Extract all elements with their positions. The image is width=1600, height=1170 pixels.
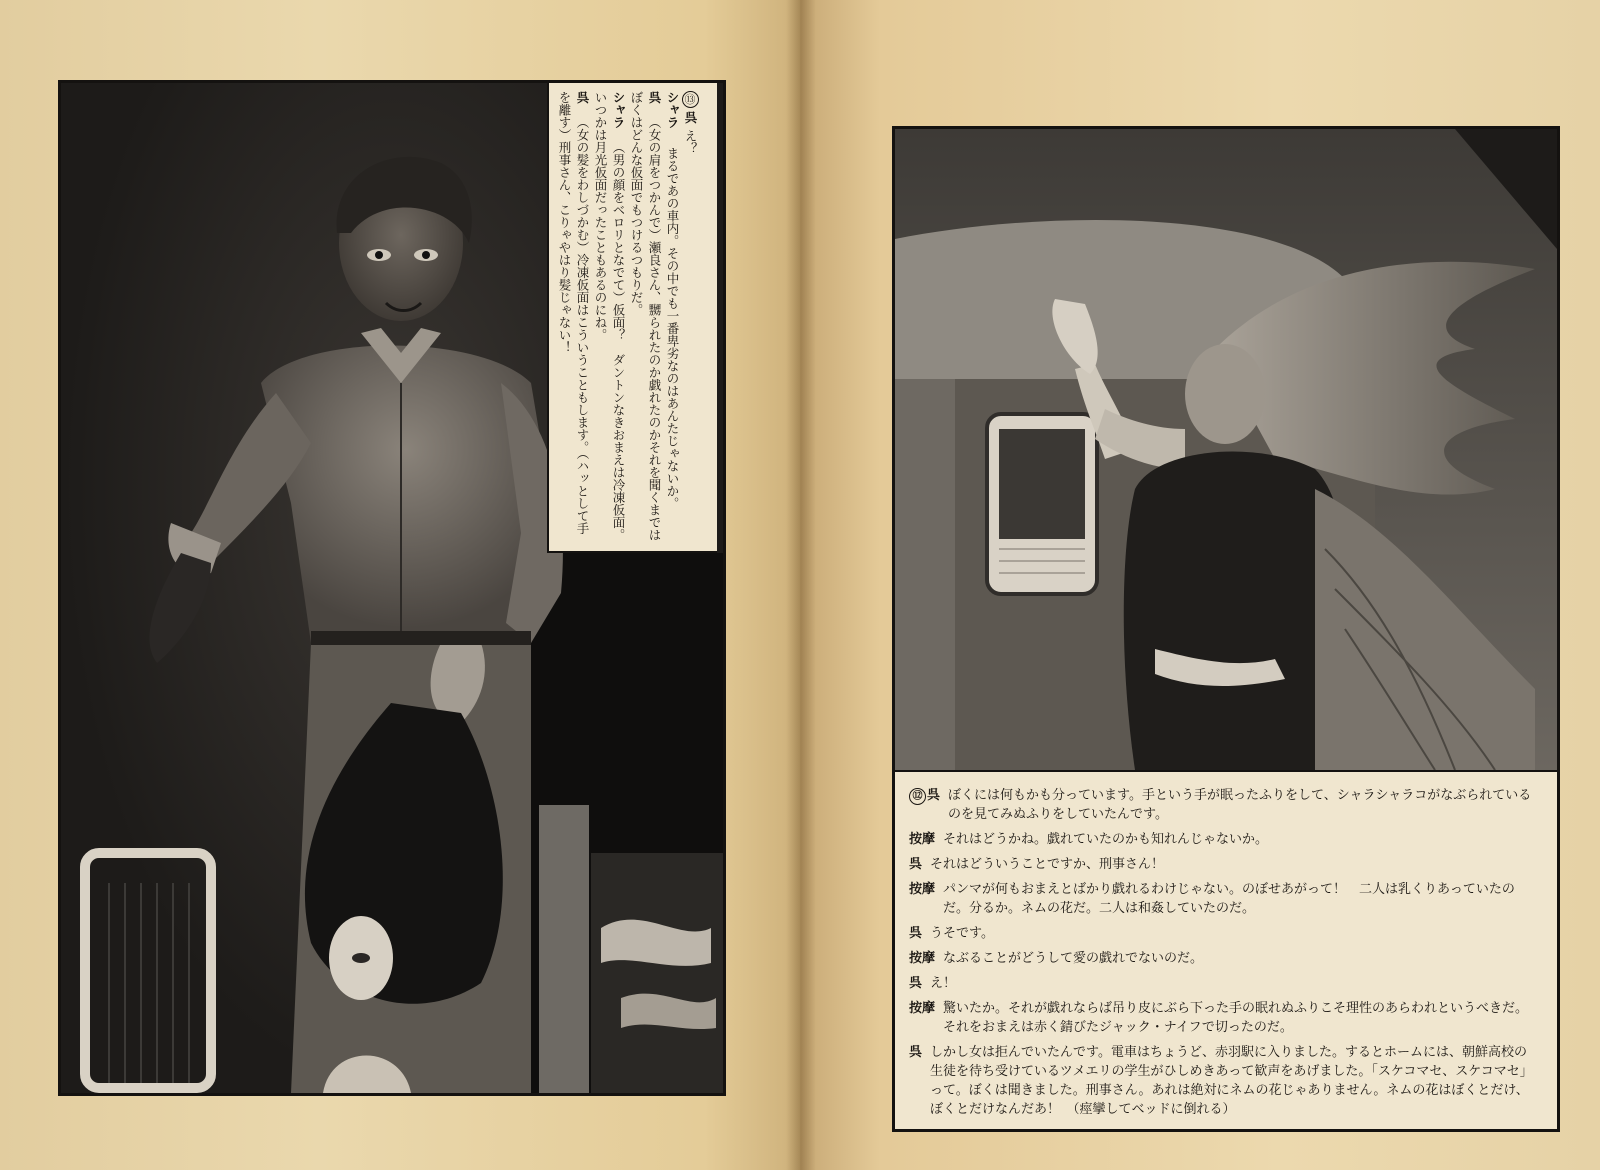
speaker-name: 按摩 [909,832,936,847]
dialogue-line [555,91,591,543]
vertical-dialogue-box [547,83,717,553]
dialogue-text: なぶることがどうして愛の戯れでないのだ。 [943,951,1204,966]
speaker-name: 呉 [909,976,923,991]
dialogue-text: うそです。 [930,926,994,941]
dialogue-line [909,786,1539,824]
dialogue-line [663,91,681,543]
dialogue-text: まるであの車内。その中でも一番卑劣なのはあんたじゃないか。 [665,147,680,510]
dialogue-line [627,91,663,543]
dialogue-line [909,1043,1539,1119]
speaker-name: 按摩 [909,951,936,966]
panel-number: ⑫ [909,788,926,805]
dialogue-text: 驚いたか。それが戯れならば吊り皮にぶら下った手の眠れぬふりこそ理性のあらわれというべきだ。それをおまえは赤く錆びたジャック・ナイフで切ったのだ。 [943,1001,1529,1035]
speaker-name: 呉 [575,91,590,104]
right-panel [892,126,1560,1132]
dialogue-text: （女の肩をつかんで）瀬良さん、嬲られたのか戯れたのかそれを聞くまではぼくはどんな仮面でもつけるつもりだ。 [629,91,662,541]
right-illustration [895,129,1557,772]
dialogue-text: （男の顔をベロリとなでて）仮面？ ダントンなきおまえは冷凍仮面。いつかは月光仮面だったこともあるのにね。 [593,91,626,541]
speaker-name: 呉 [647,91,662,104]
dialogue-line [909,949,1539,968]
speaker-name [909,786,940,824]
dialogue-line [909,880,1539,918]
dialogue-line [909,999,1539,1037]
dialogue-line [591,91,627,543]
train-window-embrace-illustration [895,129,1557,770]
dialogue-line [909,974,1539,993]
speaker-name: 呉 [909,1045,923,1060]
horizontal-dialogue-box [895,772,1557,1129]
dialogue-line [909,924,1539,943]
dialogue-line [681,91,699,543]
speaker-name: 呉 [909,926,923,941]
left-illustration-panel [58,80,726,1096]
speaker-name: シャラ [611,91,626,129]
speaker-name: 按摩 [909,1001,936,1016]
dialogue-text: パンマが何もおまえとばかり戯れるわけじゃない。のぼせあがって！ 二人は乳くりあっていたのだ。分るか。ネムの花だ。二人は和姦していたのだ。 [943,882,1515,916]
dialogue-text: それはどうかね。戯れていたのかも知れんじゃないか。 [943,832,1269,847]
speaker-name: 呉 [909,857,923,872]
dialogue-text: （女の髪をわしづかむ）冷凍仮面はこういうこともします。（ハッとして手を離す）刑事さん、こりゃやはり髪じゃない！ [557,91,590,535]
dialogue-text: え！ [930,976,957,991]
speaker-name: シャラ [665,91,680,129]
book-gutter [786,0,816,1170]
dialogue-text: え？ [683,129,698,155]
speaker-name: 呉 [683,111,698,124]
dialogue-text: それはどういうことですか、刑事さん！ [930,857,1165,872]
dialogue-line [909,855,1539,874]
panel-number: ⑬ [682,91,699,108]
speaker-label: 呉 [927,788,941,803]
dialogue-line [909,830,1539,849]
vertical-dialogue-text [555,91,699,543]
dialogue-text: しかし女は拒んでいたんです。電車はちょうど、赤羽駅に入りました。するとホームには、朝鮮高校の生徒を待ち受けているツメエリの学生がひしめきあって歓声をあげました。「スケコマセ、スケコマセ」って。ぼくは聞きました。刑事さん。あれは絶対にネムの花じゃありません。ネムの花はぼくとだけ、ぼくとだけなんだあ！ （痙攣してベッドに倒れる） [930,1045,1533,1117]
speaker-name: 按摩 [909,882,936,897]
dialogue-text: ぼくには何もかも分っています。手という手が眠ったふりをして、シャラシャラコがなぶられているのを見てみぬふりをしていたんです。 [948,788,1532,822]
